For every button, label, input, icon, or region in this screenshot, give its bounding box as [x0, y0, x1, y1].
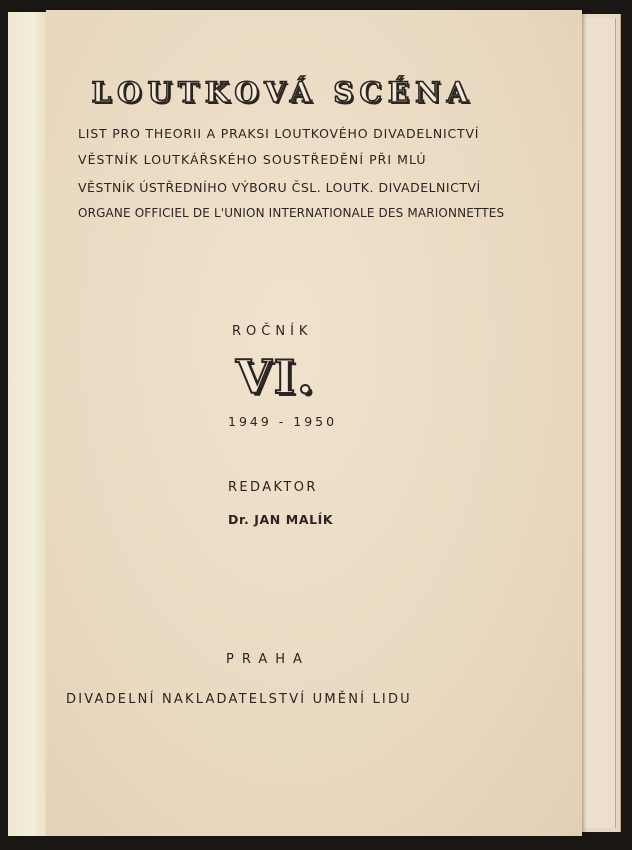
- subtitle-line-2: VĚSTNÍK LOUTKÁŘSKÉHO SOUSTŘEDĚNÍ PŘI MLÚ: [78, 152, 427, 167]
- subtitle-line-4: ORGANE OFFICIEL DE L'UNION INTERNATIONALE DES MARIONNETTES: [78, 206, 505, 220]
- editor-label: REDAKTOR: [228, 480, 318, 495]
- volume-years: 1949 - 1950: [228, 414, 338, 429]
- imprint-city: PRAHA: [226, 652, 310, 667]
- journal-title: LOUTKOVÁ SCÉNA: [91, 76, 475, 109]
- subtitle-line-1: LIST PRO THEORII A PRAKSI LOUTKOVÉHO DIVADELNICTVÍ: [78, 126, 480, 141]
- editor-name: Dr. JAN MALÍK: [228, 512, 334, 527]
- volume-label: ROČNÍK: [232, 324, 313, 339]
- subtitle-line-3: VĚSTNÍK ÚSTŘEDNÍHO VÝBORU ČSL. LOUTK. DIVADELNICTVÍ: [78, 180, 481, 195]
- volume-number: VI.: [236, 350, 316, 404]
- imprint-publisher: DIVADELNÍ NAKLADATELSTVÍ UMĚNÍ LIDU: [66, 692, 412, 707]
- title-page: [46, 10, 582, 836]
